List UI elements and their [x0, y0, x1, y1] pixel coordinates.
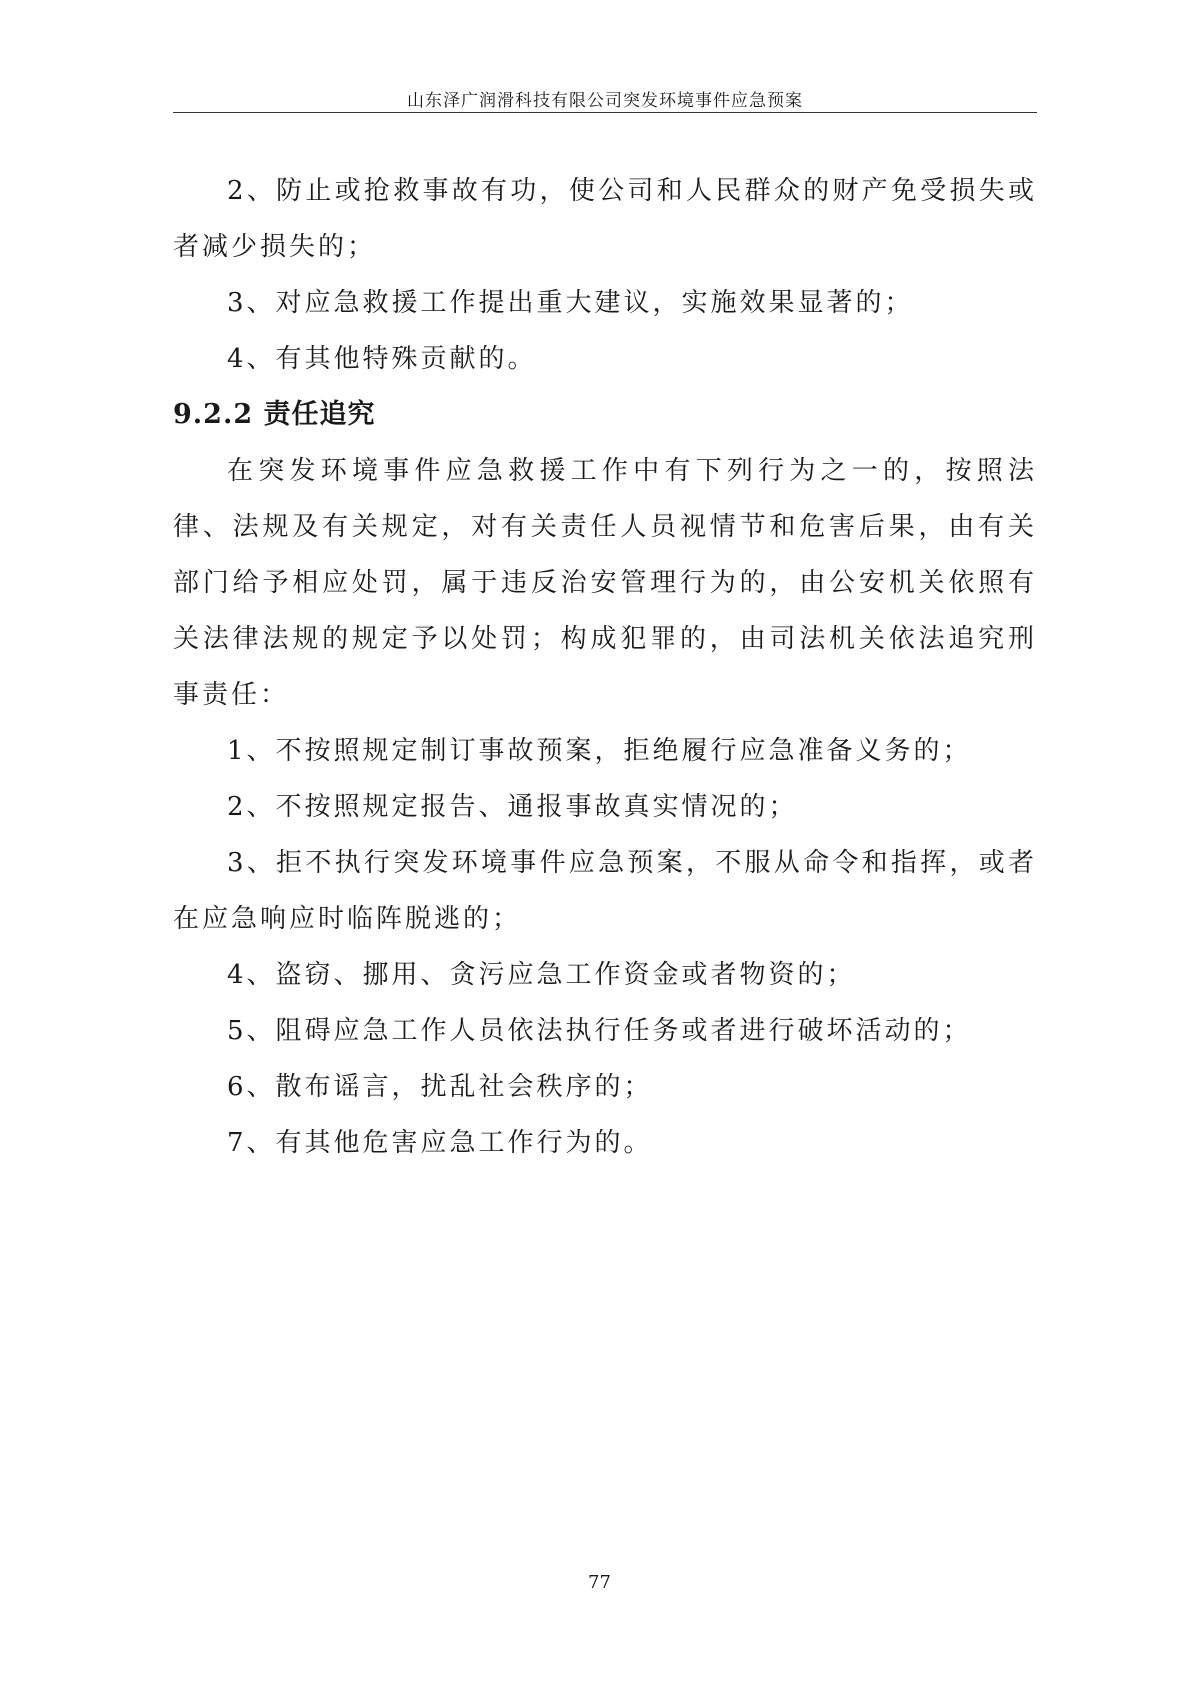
- section-heading: 9.2.2 责任追究: [173, 399, 376, 430]
- liability-item: 3、拒不执行突发环境事件应急预案，不服从命令和指挥，或者在应急响应时临阵脱逃的；: [173, 848, 1037, 934]
- reward-item: 3、对应急救援工作提出重大建议，实施效果显著的；: [227, 288, 914, 318]
- liability-item: 2、不按照规定报告、通报事故真实情况的；: [227, 792, 798, 822]
- page-body: [173, 163, 1037, 1171]
- page-header: [173, 84, 1037, 113]
- page-number: 77: [588, 1572, 611, 1593]
- reward-item: 2、防止或抢救事故有功，使公司和人民群众的财产免受损失或者减少损失的；: [173, 176, 1037, 262]
- liability-item: 6、散布谣言，扰乱社会秩序的；: [227, 1072, 653, 1102]
- liability-item: 5、阻碍应急工作人员依法执行任务或者进行破坏活动的；: [227, 1016, 972, 1046]
- liability-item: 4、盗窃、挪用、贪污应急工作资金或者物资的；: [227, 960, 856, 990]
- section-intro: 在突发环境事件应急救援工作中有下列行为之一的，按照法律、法规及有关规定，对有关责任人员视情节和危害后果，由有关部门给予相应处罚，属于违反治安管理行为的，由公安机关依照有关法律法规的规定予以处罚；构成犯罪的，由司法机关依法追究刑事责任：: [173, 456, 1037, 710]
- liability-item: 7、有其他危害应急工作行为的。: [227, 1128, 653, 1158]
- reward-item: 4、有其他特殊贡献的。: [227, 344, 537, 374]
- liability-item: 1、不按照规定制订事故预案，拒绝履行应急准备义务的；: [227, 736, 972, 766]
- document-title: 山东泽广润滑科技有限公司突发环境事件应急预案: [407, 91, 803, 111]
